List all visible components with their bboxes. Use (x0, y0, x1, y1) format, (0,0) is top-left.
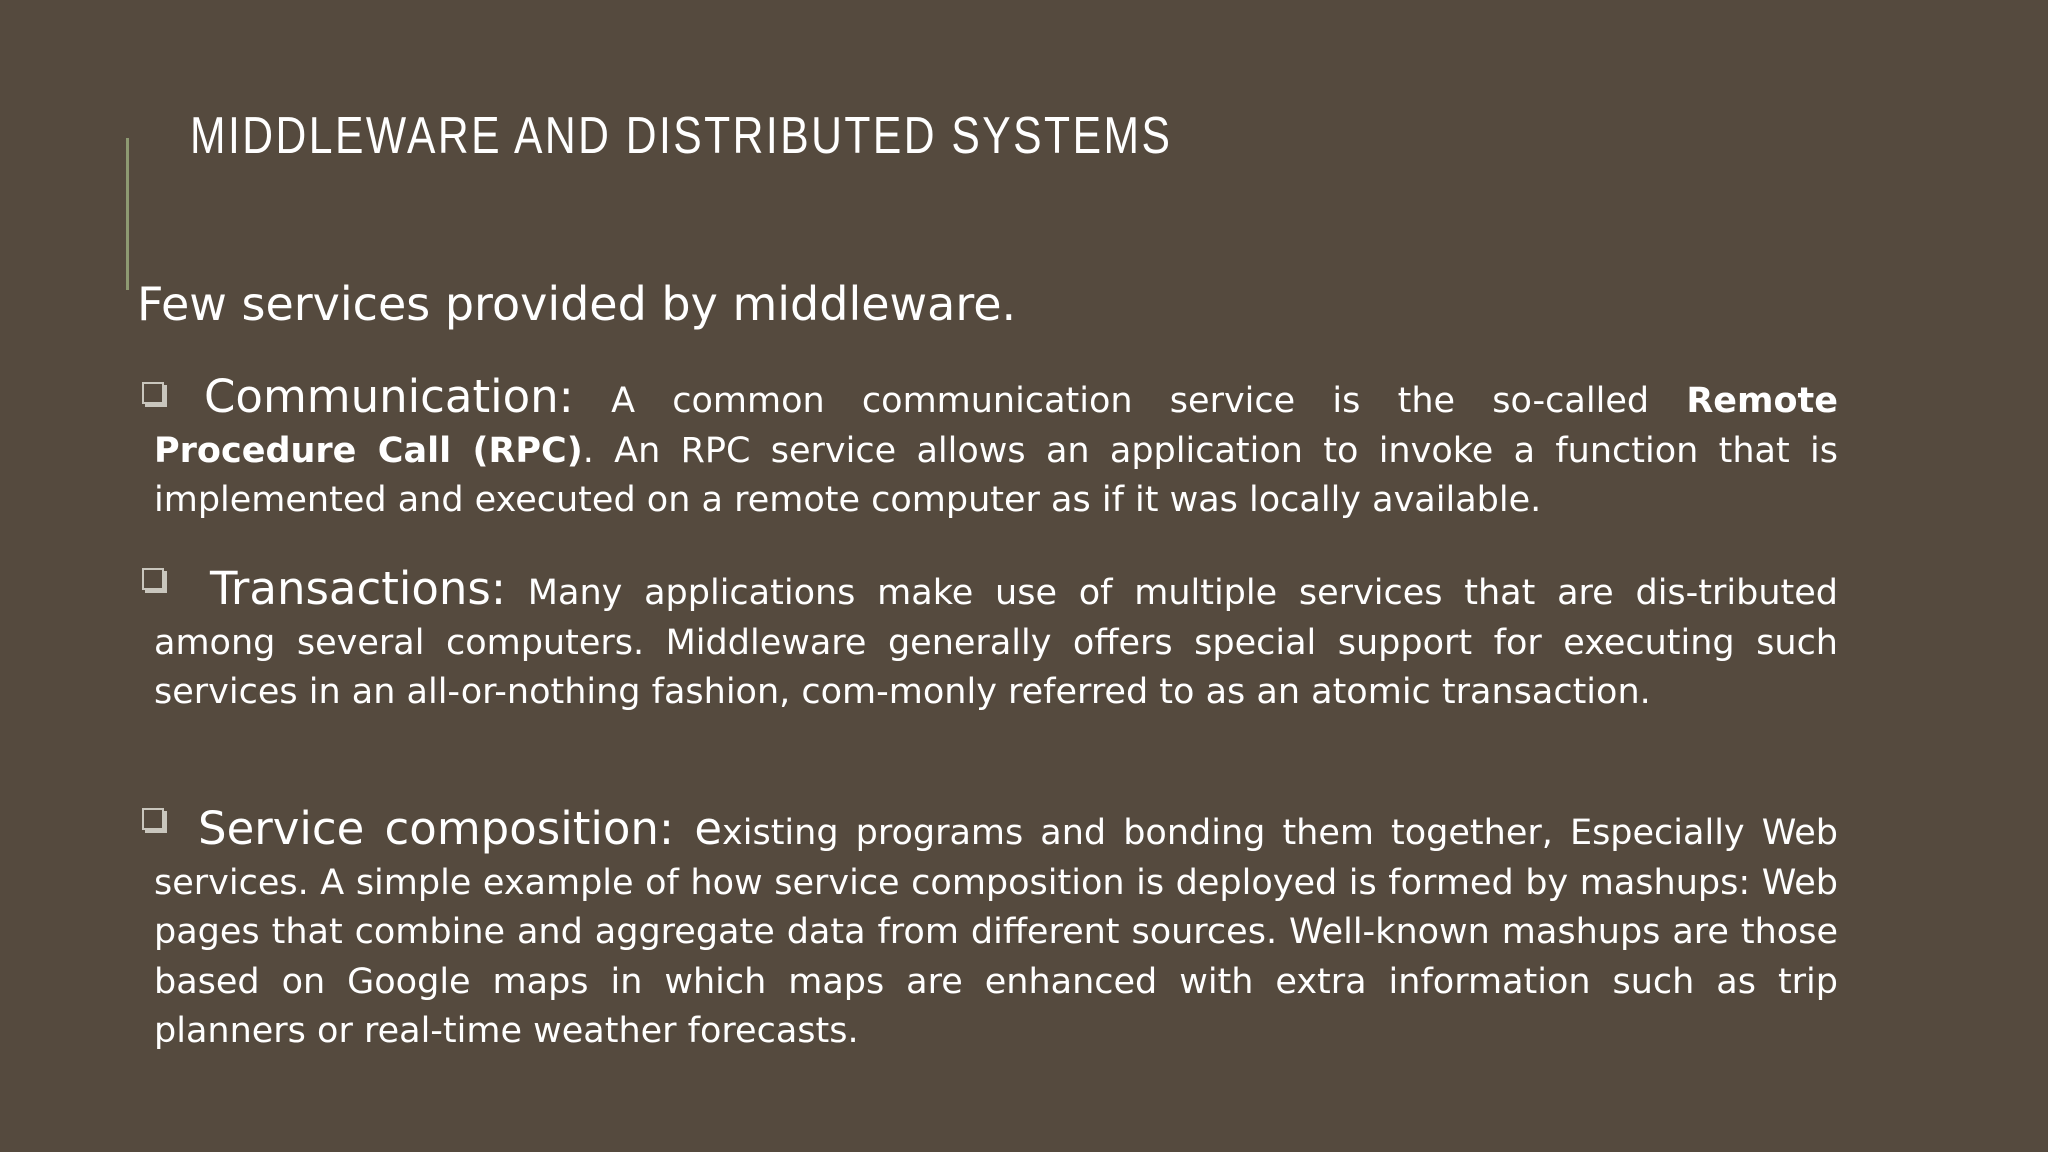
slide-title: MIDDLEWARE AND DISTRIBUTED SYSTEMS (190, 107, 1173, 165)
bullet-service-composition (142, 804, 1838, 1057)
bullet-body: xisting programs and bonding them together, Especially Web services. A simple example of how service composition is deployed is formed by mashups: Web pages that combine and aggregate data from different sources. Well-known mashups are those based on Google maps in which maps are enhanced with extra information such as trip planners or real-time weather forecasts. (154, 813, 1839, 1051)
bullet-transactions (142, 564, 1838, 718)
bullet-text (142, 372, 1838, 526)
bullet-heading: Service composition: e (198, 802, 723, 855)
bullet-heading: Transactions: (210, 562, 507, 615)
bullet-heading: Communication: (204, 370, 574, 423)
bullet-text (142, 564, 1838, 718)
bullet-body: A common communication service is the so-called (573, 381, 1687, 421)
checkbox-bullet-icon (142, 808, 164, 830)
bullet-communication (142, 372, 1838, 526)
bullet-body-cont: . An RPC service allows an application to invoke a function that is implemented and executed on a remote computer as if it was locally available. (154, 430, 1838, 520)
intro-text: Few services provided by middleware. (137, 277, 1017, 331)
checkbox-bullet-icon (142, 382, 164, 404)
title-accent-bar (126, 138, 129, 290)
bullet-text (142, 804, 1838, 1057)
checkbox-bullet-icon (142, 568, 164, 590)
bullet-body: Many applications make use of multiple services that are dis-tributed among several computers. Middleware generally offers special support for executing such services in an all-or-nothing fashion, com-monly referred to as an atomic transaction. (154, 573, 1838, 712)
bullet-bold-term: Remote Procedure Call (RPC) (154, 381, 1838, 471)
